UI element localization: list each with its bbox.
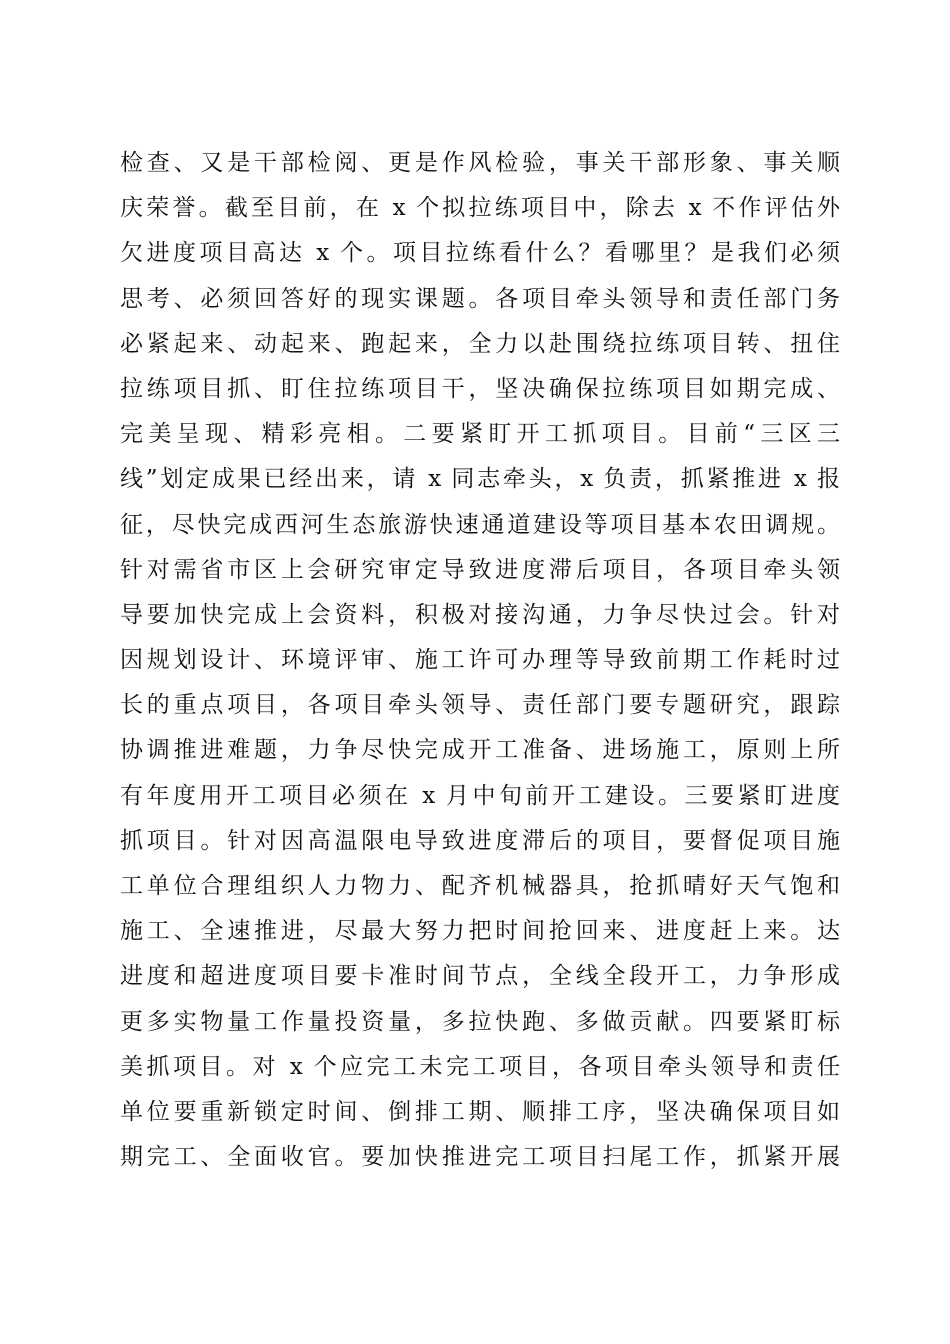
text-line: 征，尽快完成西河生态旅游快速通道建设等项目基本农田调规。 xyxy=(120,511,840,538)
body-text xyxy=(120,141,840,1180)
text-line: 完美呈现、精彩亮相。二要紧盯开工抓项目。目前“三区三 xyxy=(120,421,840,448)
text-line: 欠进度项目高达 x 个。项目拉练看什么？看哪里？是我们必须 xyxy=(120,240,840,267)
text-line: 必紧起来、动起来、跑起来，全力以赴围绕拉练项目转、扭住 xyxy=(120,330,840,357)
text-line: 长的重点项目，各项目牵头领导、责任部门要专题研究，跟踪 xyxy=(120,692,840,719)
text-line: 检查、又是干部检阅、更是作风检验，事关干部形象、事关顺 xyxy=(120,150,840,176)
text-line: 更多实物量工作量投资量，多拉快跑、多做贡献。四要紧盯标 xyxy=(120,1008,840,1035)
text-line: 庆荣誉。截至目前，在 x 个拟拉练项目中，除去 x 不作评估外 xyxy=(120,195,840,222)
text-line: 导要加快完成上会资料，积极对接沟通，力争尽快过会。针对 xyxy=(120,601,840,628)
text-line: 有年度用开工项目必须在 x 月中旬前开工建设。三要紧盯进度 xyxy=(120,782,840,809)
text-line: 施工、全速推进，尽最大努力把时间抢回来、进度赶上来。达 xyxy=(120,918,840,945)
text-line: 思考、必须回答好的现实课题。各项目牵头领导和责任部门务 xyxy=(120,285,840,312)
text-line: 美抓项目。对 x 个应完工未完工项目，各项目牵头领导和责任 xyxy=(120,1053,840,1080)
text-line: 单位要重新锁定时间、倒排工期、顺排工序，坚决确保项目如 xyxy=(120,1098,840,1125)
text-line: 拉练项目抓、盯住拉练项目干，坚决确保拉练项目如期完成、 xyxy=(120,375,840,402)
text-line: 针对需省市区上会研究审定导致进度滞后项目，各项目牵头领 xyxy=(120,556,840,583)
text-line: 期完工、全面收官。要加快推进完工项目扫尾工作，抓紧开展 xyxy=(120,1144,840,1171)
text-line: 进度和超进度项目要卡准时间节点，全线全段开工，力争形成 xyxy=(120,963,840,990)
text-line: 因规划设计、环境评审、施工许可办理等导致前期工作耗时过 xyxy=(120,647,840,674)
text-line: 工单位合理组织人力物力、配齐机械器具，抢抓晴好天气饱和 xyxy=(120,873,840,899)
text-line: 线”划定成果已经出来，请 x 同志牵头，x 负责，抓紧推进 x 报 xyxy=(120,466,840,493)
text-line: 协调推进难题，力争尽快完成开工准备、进场施工，原则上所 xyxy=(120,737,840,764)
text-line: 抓项目。针对因高温限电导致进度滞后的项目，要督促项目施 xyxy=(120,827,840,854)
